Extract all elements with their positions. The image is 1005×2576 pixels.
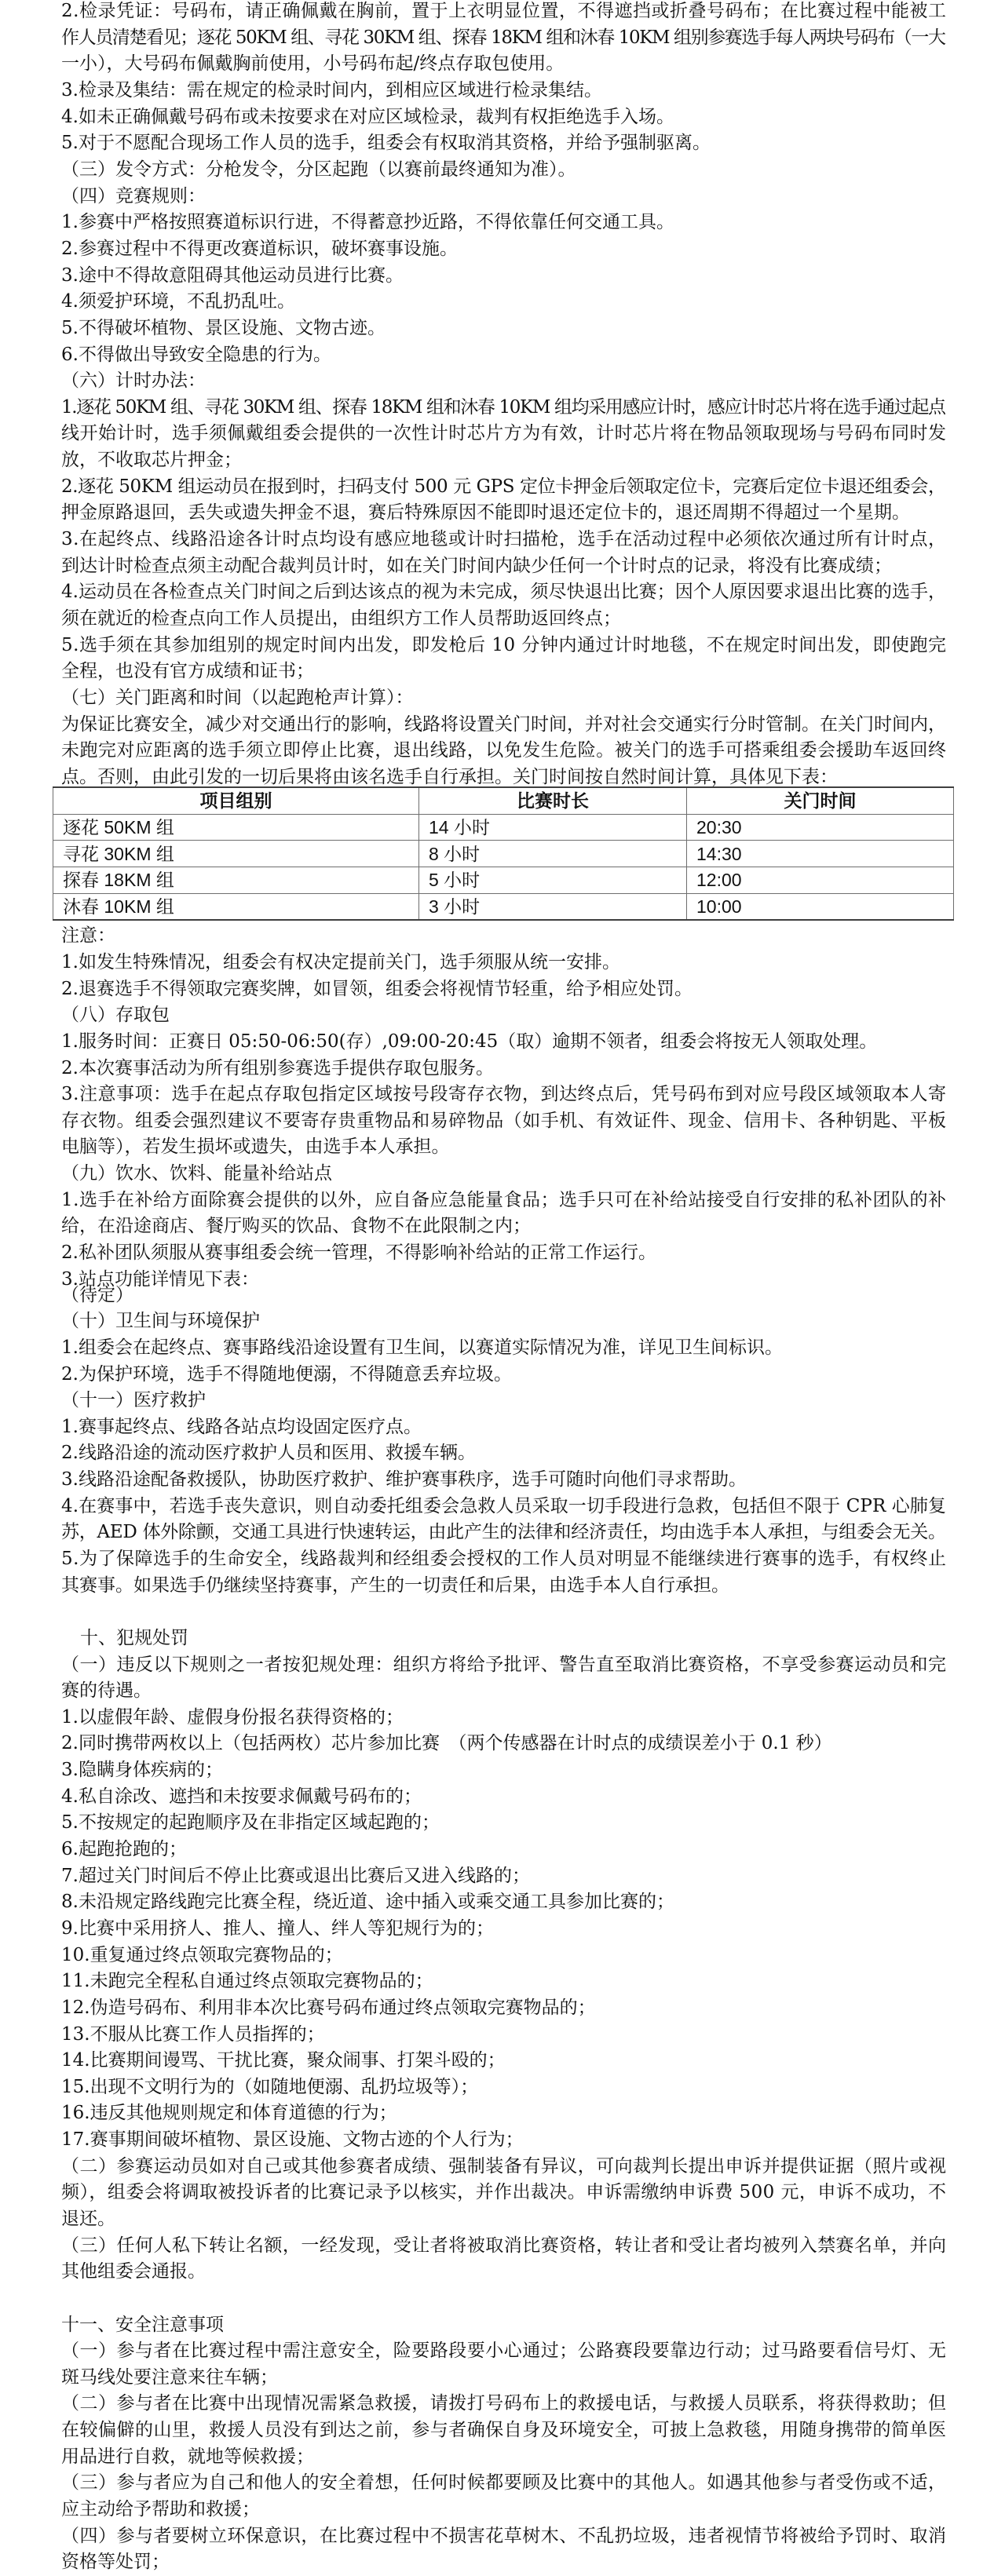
station-table-placeholder: （待定）: [61, 1285, 133, 1306]
penalties-appeal-line-1: （二）参赛运动员如对自己或其他参赛者成绩、强制装备有异议，可向裁判长提出申诉并提供证据（照片或视: [61, 2155, 947, 2176]
safety-item-3-line-1: （三）参与者应为自己和他人的安全着想，任何时候都要顾及比赛中的其他人。如遇其他参与者受伤或不适，: [61, 2472, 947, 2494]
penalty-item-5: 5.不按规定的起跑顺序及在非指定区域起跑的；: [61, 1812, 440, 1833]
penalty-item-13: 13.不服从比赛工作人员指挥的；: [61, 2023, 325, 2045]
safety-item-4-line-1: （四）参与者要树立环保意识，在比赛过程中不损害花草树木、不乱扔垃圾，违者视情节将被给予罚时、取消: [61, 2525, 947, 2546]
penalty-item-11: 11.未跑完全程私自通过终点领取完赛物品的；: [61, 1971, 433, 1992]
cutoff-time-table: [53, 786, 954, 920]
rule-item-1: 1.参赛中严格按照赛道标识行进，不得蓄意抄近路，不得依靠任何交通工具。: [61, 212, 674, 233]
timing-item-1-line-1: 1.逐花 50KM 组、寻花 30KM 组、探春 18KM 组和沐春 10KM 组均采用感应计时，感应计时芯片将在选手通过起点: [61, 396, 945, 418]
section-heading-cutoff: （七）关门距离和时间（以起跑枪声计算）：: [61, 687, 414, 708]
penalty-item-17: 17.赛事期间破坏植物、景区设施、文物古迹的个人行为；: [61, 2129, 524, 2151]
penalty-item-4: 4.私自涂改、遮挡和未按要求佩戴号码布的；: [61, 1786, 422, 1807]
toilet-item-1: 1.组委会在起终点、赛事路线沿途设置有卫生间，以赛道实际情况为准，详见卫生间标识。: [61, 1337, 783, 1358]
safety-item-2-line-3: 用品进行自救，就地等候救援；: [61, 2446, 314, 2467]
toilet-item-2: 2.为保护环境，选手不得随地便溺，不得随意丢弃垃圾。: [61, 1363, 512, 1385]
table-cell-group: 探春 18KM 组: [53, 867, 419, 893]
penalties-transfer-line-2: 其他组委会通报。: [61, 2261, 206, 2282]
timing-item-1-line-2: 线开始计时，选手须佩戴组委会提供的一次性计时芯片方为有效，计时芯片将在物品领取现场与号码布同时发: [61, 423, 947, 444]
table-cell-group: 寻花 30KM 组: [53, 841, 419, 867]
penalty-item-9: 9.比赛中采用挤人、推人、撞人、绊人等犯规行为的；: [61, 1917, 494, 1939]
table-row: [53, 841, 954, 867]
safety-item-4-line-2: 资格等处罚；: [61, 2552, 170, 2573]
cutoff-intro-line-3: 点。否则，由此引发的一切后果将由该名选手自行承担。关门时间按自然时间计算，具体见下表：: [61, 766, 838, 787]
section-heading-bag-storage: （八）存取包: [61, 1005, 170, 1026]
table-cell-duration: 8 小时: [419, 841, 687, 867]
table-cell-duration: 3 小时: [419, 893, 687, 920]
bag-item-3-line-3: 电脑等），若发生损坏或遗失，由选手本人承担。: [61, 1137, 450, 1158]
safety-item-2-line-2: 在较偏僻的山里，救援人员没有到达之前，参与者确保自身及环境安全，可披上急救毯，用随身携带的简单医: [61, 2420, 947, 2441]
checkin-item-5: 5.对于不愿配合现场工作人员的选手，组委会有权取消其资格，并给予强制驱离。: [61, 133, 711, 154]
checkin-item-2-line-1: 2.检录凭证：号码布，请正确佩戴在胸前，置于上衣明显位置，不得遮挡或折叠号码布；在比赛过程中能被工: [61, 1, 947, 22]
penalty-item-3: 3.隐瞒身体疾病的；: [61, 1760, 223, 1781]
table-row: [53, 867, 954, 893]
penalties-appeal-line-2: 频），组委会将调取被投诉者的比赛记录予以核实，并作出裁决。申诉需缴纳申诉费 500 元，申诉不成功，不: [61, 2182, 947, 2203]
supply-item-1-line-2: 给，在沿途商店、餐厅购买的饮品、食物不在此限制之内；: [61, 1216, 531, 1237]
table-header-cutoff-time: 关门时间: [687, 787, 954, 814]
timing-item-3-line-1: 3.在起终点、线路沿途各计时点均设有感应地毯或计时扫描枪，选手在活动过程中必须依次通过所有计时点，: [61, 529, 947, 550]
safety-item-2-line-1: （二）参与者在比赛中出现情况需紧急救援，请拨打号码布上的救援电话，与救援人员联系，将获得救助；但: [61, 2393, 947, 2414]
penalties-appeal-line-3: 退还。: [61, 2209, 115, 2229]
section-heading-start-method: （三）发令方式：分枪发令，分区起跑（以赛前最终通知为准）。: [61, 159, 576, 181]
bag-item-2: 2.本次赛事活动为所有组别参赛选手提供存取包服务。: [61, 1057, 494, 1078]
table-cell-duration: 14 小时: [419, 814, 687, 841]
penalty-item-12: 12.伪造号码布、利用非本次比赛号码布通过终点领取完赛物品的；: [61, 1997, 596, 2018]
section-heading-competition-rules: （四）竞赛规则：: [61, 185, 206, 206]
table-header-group: 项目组别: [53, 787, 419, 814]
safety-item-1-line-2: 斑马线处要注意来往车辆；: [61, 2366, 278, 2388]
table-header-duration: 比赛时长: [419, 787, 687, 814]
section-heading-timing: （六）计时办法：: [61, 370, 206, 392]
medical-item-4-line-1: 4.在赛事中，若选手丧失意识，则自动委托组委会急救人员采取一切手段进行急救，包括但不限于 CPR 心肺复: [61, 1495, 947, 1516]
cutoff-intro-line-2: 未跑完对应距离的选手须立即停止比赛，退出线路，以免发生危险。被关门的选手可搭乘组委会援助车返回终: [61, 740, 947, 761]
chapter-title-penalties: 十、犯规处罚: [80, 1627, 188, 1648]
supply-item-2: 2.私补团队须服从赛事组委会统一管理，不得影响补给站的正常工作运行。: [61, 1242, 656, 1264]
blank-line: [61, 2286, 946, 2312]
checkin-item-2-line-2: 作人员清楚看见；逐花 50KM 组、寻花 30KM 组、探春 18KM 组和沐春 10KM 组别参赛选手每人两块号码布（一大: [61, 27, 945, 48]
medical-item-5-line-1: 5.为了保障选手的生命安全，线路裁判和经组委会授权的工作人员对明显不能继续进行赛事的选手，有权终止: [61, 1548, 947, 1569]
chapter-title-safety: 十一、安全注意事项: [61, 2314, 224, 2335]
cutoff-note-label: 注意：: [61, 925, 115, 947]
table-cell-duration: 5 小时: [419, 867, 687, 893]
timing-item-4-line-2: 须在就近的检查点向工作人员提出，由组织方工作人员帮助返回终点；: [61, 608, 621, 629]
table-cell-group: 逐花 50KM 组: [53, 814, 419, 841]
penalties-intro-line-2: 赛的待遇。: [61, 1680, 152, 1702]
penalties-transfer-line-1: （三）任何人私下转让名额，一经发现，受让者将被取消比赛资格，转让者和受让者均被列入禁赛名单，并向: [61, 2235, 947, 2256]
penalty-item-8: 8.未沿规定路线跑完比赛全程，绕近道、途中插入或乘交通工具参加比赛的；: [61, 1892, 674, 1913]
table-cell-cutoff-time: 14:30: [687, 841, 954, 867]
checkin-item-3: 3.检录及集结：需在规定的检录时间内，到相应区域进行检录集结。: [61, 80, 602, 101]
medical-item-1: 1.赛事起终点、线路各站点均设固定医疗点。: [61, 1416, 422, 1437]
medical-item-2: 2.线路沿途的流动医疗救护人员和医用、救援车辆。: [61, 1443, 476, 1464]
medical-item-5-line-2: 其赛事。如果选手仍继续坚持赛事，产生的一切责任和后果，由选手本人自行承担。: [61, 1574, 729, 1596]
timing-item-1-line-3: 放，不收取芯片押金；: [61, 450, 242, 471]
timing-item-5-line-1: 5.选手须在其参加组别的规定时间内出发，即发枪后 10 分钟内通过计时地毯，不在规定时间出发，即使跑完: [61, 634, 947, 655]
table-cell-cutoff-time: 10:00: [687, 893, 954, 920]
table-header-row: [53, 787, 954, 814]
safety-item-1-line-1: （一）参与者在比赛过程中需注意安全，险要路段要小心通过；公路赛段要靠边行动；过马路要看信号灯、无: [61, 2341, 947, 2362]
timing-item-2-line-2: 押金原路退回，丢失或遗失押金不退，赛后特殊原因不能即时退还定位卡的，退还周期不得超过一个星期。: [61, 502, 910, 524]
table-cell-group: 沐春 10KM 组: [53, 893, 419, 920]
rule-item-2: 2.参赛过程中不得更改赛道标识，破坏赛事设施。: [61, 238, 458, 259]
rule-item-5: 5.不得破坏植物、景区设施、文物古迹。: [61, 317, 386, 338]
bag-item-1: 1.服务时间：正赛日 05:50-06:50(存）,09:00-20:45（取）逾期不领者，组委会将按无人领取处理。: [61, 1031, 878, 1052]
penalty-item-7: 7.超过关门时间后不停止比赛或退出比赛后又进入线路的；: [61, 1865, 530, 1886]
document-page: [61, 0, 946, 2576]
bag-item-3-line-1: 3.注意事项：选手在起点存取包指定区域按号段寄存衣物，到达终点后，凭号码布到对应号段区域领取本人寄: [61, 1084, 947, 1105]
timing-item-2-line-1: 2.逐花 50KM 组运动员在报到时，扫码支付 500 元 GPS 定位卡押金后领取定位卡，完赛后定位卡退还组委会，: [61, 476, 946, 497]
cutoff-intro-line-1: 为保证比赛安全，减少对交通出行的影响，线路将设置关门时间，并对社会交通实行分时管制。在关门时间内，: [61, 713, 946, 735]
blank-line: [61, 1599, 946, 1626]
cutoff-note-1: 1.如发生特殊情况，组委会有权决定提前关门，选手须服从统一安排。: [61, 952, 620, 972]
table-cell-cutoff-time: 20:30: [687, 814, 954, 841]
table-row: [53, 893, 954, 920]
medical-item-3: 3.线路沿途配备救援队，协助医疗救护、维护赛事秩序，选手可随时向他们寻求帮助。: [61, 1469, 747, 1491]
cutoff-note-2: 2.退赛选手不得领取完赛奖牌，如冒领，组委会将视情节轻重，给予相应处罚。: [61, 978, 693, 999]
section-heading-toilet: （十）卫生间与环境保护: [61, 1311, 260, 1332]
checkin-item-4: 4.如未正确佩戴号码布或未按要求在对应区域检录，裁判有权拒绝选手入场。: [61, 106, 674, 127]
penalty-item-10: 10.重复通过终点领取完赛物品的；: [61, 1944, 343, 1965]
penalty-item-14: 14.比赛期间谩骂、干扰比赛，聚众闹事、打架斗殴的；: [61, 2050, 506, 2071]
table-cell-cutoff-time: 12:00: [687, 867, 954, 893]
rule-item-3: 3.途中不得故意阻碍其他运动员进行比赛。: [61, 265, 404, 286]
timing-item-4-line-1: 4.运动员在各检查点关门时间之后到达该点的视为未完成，须尽快退出比赛；因个人原因要求退出比赛的选手，: [61, 582, 947, 603]
penalties-intro-line-1: （一）违反以下规则之一者按犯规处理：组织方将给予批评、警告直至取消比赛资格，不享受参赛运动员和完: [61, 1654, 947, 1675]
supply-item-1-line-1: 1.选手在补给方面除赛会提供的以外，应自备应急能量食品；选手只可在补给站接受自行安排的私补团队的补: [61, 1189, 947, 1210]
timing-item-3-line-2: 到达计时检查点须主动配合裁判员计时，如在关门时间内缺少任何一个计时点的记录，将没有比赛成绩；: [61, 555, 892, 576]
table-row: [53, 814, 954, 841]
safety-item-3-line-2: 应主动给予帮助和救援；: [61, 2499, 260, 2520]
rule-item-6: 6.不得做出导致安全隐患的行为。: [61, 344, 331, 365]
penalty-item-6: 6.起跑抢跑的；: [61, 1839, 187, 1860]
rule-item-4: 4.须爱护环境，不乱扔乱吐。: [61, 291, 295, 312]
supply-item-3: 3.站点功能详情见下表：: [61, 1268, 259, 1290]
section-heading-medical: （十一）医疗救护: [61, 1390, 206, 1411]
penalty-item-16: 16.违反其他规则规定和体育道德的行为；: [61, 2103, 397, 2124]
medical-item-4-line-2: 苏，AED 体外除颤，交通工具进行快速转运，由此产生的法律和经济责任，均由选手本人承担，与组委会无关。: [61, 1522, 946, 1543]
section-heading-supply: （九）饮水、饮料、能量补给站点: [61, 1163, 332, 1184]
penalty-item-1: 1.以虚假年龄、虚假身份报名获得资格的；: [61, 1706, 404, 1728]
penalty-item-15: 15.出现不文明行为的（如随地便溺、乱扔垃圾等）；: [61, 2076, 479, 2097]
timing-item-5-line-2: 全程，也没有官方成绩和证书；: [61, 661, 314, 682]
bag-item-3-line-2: 存衣物。组委会强烈建议不要寄存贵重物品和易碎物品（如手机、有效证件、现金、信用卡、各种钥匙、平板: [61, 1110, 947, 1131]
checkin-item-2-line-3: 一小），大号码布佩戴胸前使用，小号码布起/终点存取包使用。: [61, 53, 565, 75]
penalty-item-2: 2.同时携带两枚以上（包括两枚）芯片参加比赛 （两个传感器在计时点的成绩误差小于 0.1 秒）: [61, 1733, 832, 1754]
